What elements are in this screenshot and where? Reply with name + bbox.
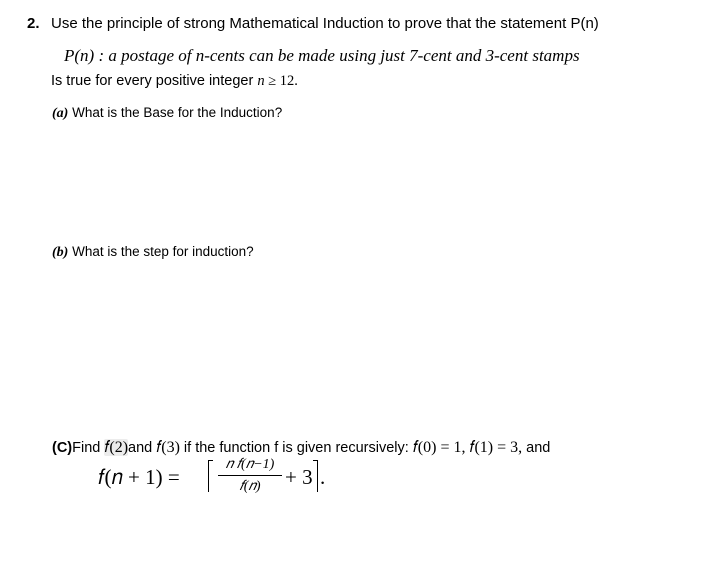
part-a bbox=[52, 105, 282, 122]
domain-relation: ≥ 12. bbox=[264, 73, 298, 89]
fraction-denominator: 𝑓(𝑛) bbox=[239, 479, 261, 494]
part-b bbox=[52, 244, 254, 261]
part-c-f2: 𝑓(2) bbox=[104, 439, 129, 456]
domain-variable: n bbox=[257, 73, 265, 89]
ceiling-right-bracket bbox=[313, 460, 318, 492]
fraction-bar bbox=[218, 475, 282, 476]
formula-fraction bbox=[214, 456, 286, 495]
part-b-label: (b) bbox=[52, 245, 69, 260]
part-c-and-2: and bbox=[522, 440, 551, 456]
part-c-initial-values: 𝑓(0) = 1, 𝑓(1) = 3, bbox=[412, 439, 523, 456]
formula-plus-three: + 3 bbox=[285, 465, 313, 489]
part-c bbox=[52, 439, 550, 457]
part-c-label: (C) bbox=[52, 440, 73, 456]
statement-pn: P(n) : a postage of n-cents can be made using just 7-cent and 3-cent stamps bbox=[64, 46, 580, 65]
part-c-find: Find bbox=[72, 440, 105, 456]
question-text: Use the principle of strong Mathematical Induction to prove that the statement P(n) bbox=[51, 15, 599, 32]
formula-lhs: 𝑓(𝑛 + 1) = bbox=[98, 465, 180, 489]
part-a-label: (a) bbox=[52, 106, 69, 121]
fraction-numerator: 𝑛 𝑓(𝑛−1) bbox=[225, 457, 275, 472]
ceiling-left-bracket bbox=[208, 460, 213, 492]
question-number: 2. bbox=[27, 15, 40, 32]
part-b-text: What is the step for induction? bbox=[68, 244, 254, 259]
part-c-and: and bbox=[128, 440, 157, 456]
formula-period: . bbox=[320, 465, 326, 489]
part-c-f3: 𝑓(3) bbox=[156, 439, 180, 456]
domain-prefix: Is true for every positive integer bbox=[51, 73, 258, 89]
part-a-text: What is the Base for the Induction? bbox=[68, 105, 283, 120]
domain-line bbox=[51, 73, 298, 90]
part-c-text: if the function f is given recursively: bbox=[179, 440, 413, 456]
